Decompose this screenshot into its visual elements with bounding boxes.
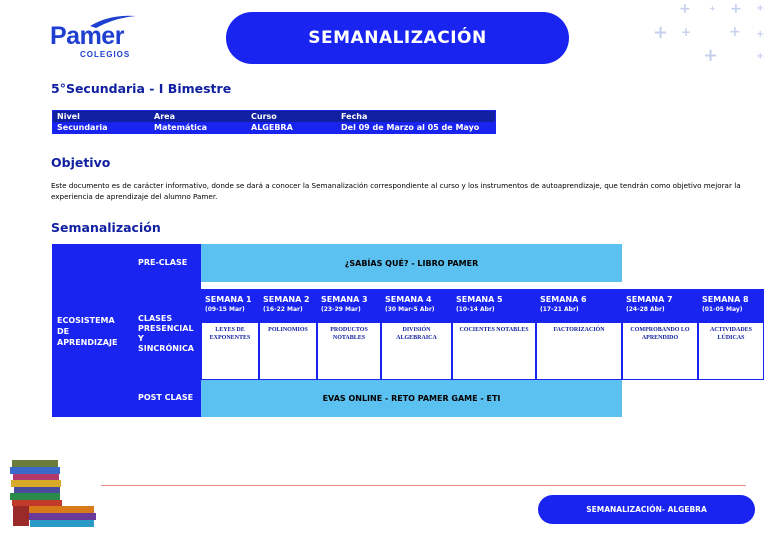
plus-icon: + [703,45,719,66]
week-title: SEMANA 8 [702,295,749,304]
week-topic-text: DIVISIÓN ALGEBRAICA [396,327,437,341]
week-topic [317,322,381,380]
week-header [381,289,452,322]
info-header-nivel: Nivel [57,112,80,121]
week-topic-text: COMPROBANDO LO APRENDIDO [630,327,690,341]
footer-badge: SEMANALIZACIÓN- ALGEBRA [538,495,755,524]
week-dates: (10-14 Abr) [456,306,495,313]
week-dates: (09-15 Mar) [205,306,245,313]
info-header-fecha: Fecha [341,112,368,121]
info-table [52,110,496,134]
week-dates: (01-05 May) [702,306,743,313]
plus-icon: + [756,29,765,40]
info-table-row [53,122,495,133]
week-topic [452,322,536,380]
info-header-area: Area [154,112,175,121]
footer-divider [101,485,746,486]
plus-icon: + [709,4,716,13]
week-dates: (17-21 Abr) [540,306,579,313]
week-title: SEMANA 5 [456,295,503,304]
postclase-content [201,380,622,417]
week-topic [381,322,452,380]
clases-label: CLASES PRESENCIAL Y SINCRÓNICA [138,314,194,353]
books-illustration-icon [8,458,98,528]
week-topic [698,322,764,380]
logo-wordmark: Pamer [50,22,124,50]
info-value-fecha: Del 09 de Marzo al 05 de Mayo [341,123,480,132]
preclase-label: PRE-CLASE [138,258,188,267]
week-dates: (16-22 Mar) [263,306,303,313]
page-title: SEMANALIZACIÓN [226,12,569,64]
week-topic-text: LEYES DE EXPONENTES [209,327,251,341]
postclase-label: POST CLASE [138,393,194,402]
week-header [536,289,622,322]
postclase-label-cell [132,380,201,417]
clases-label-cell [132,282,201,380]
info-value-nivel: Secundaria [57,123,108,132]
info-value-area: Matemática [154,123,208,132]
plus-icon: + [756,51,765,62]
week-header [698,289,764,322]
week-topic [201,322,259,380]
ecosistema-cell [52,244,132,417]
week-topic [536,322,622,380]
plus-icon: + [729,24,741,40]
week-header [317,289,381,322]
plus-icon: + [730,1,742,17]
objetivo-text: Este documento es de carácter informativo, donde se dará a conocer la Semanalización correspondiente al curso y los instrumentos de autoaprendizaje, que tendrán como objetivo mejorar la experiencia de aprendizaje del alumno Pamer. [51,181,741,201]
week-topic-text: ACTIVIDADES LÚDICAS [709,327,752,341]
week-dates: (24-28 Abr) [626,306,665,313]
info-header-curso: Curso [251,112,277,121]
week-topic-text: PRODUCTOS NOTABLES [330,327,368,341]
week-header [201,289,259,322]
preclase-content [201,244,622,282]
logo-subtitle: COLEGIOS [80,50,131,59]
ecosistema-label: ECOSISTEMA DE APRENDIZAJE [57,316,118,347]
grade-heading: 5°Secundaria - I Bimestre [51,81,232,96]
plus-icon: + [681,25,692,39]
week-header [452,289,536,322]
week-topic-text: FACTORIZACIÓN [553,327,605,333]
plus-icon: + [653,22,669,43]
week-title: SEMANA 4 [385,295,432,304]
postclase-text: EVAS ONLINE - RETO PAMER GAME - ETI [322,394,501,403]
week-title: SEMANA 6 [540,295,587,304]
objetivo-heading: Objetivo [51,155,111,170]
week-title: SEMANA 1 [205,295,252,304]
preclase-text: ¿SABÍAS QUÉ? - LIBRO PAMER [344,258,479,268]
week-title: SEMANA 2 [263,295,310,304]
info-table-header [53,111,495,122]
info-value-curso: ALGEBRA [251,123,293,132]
week-topic [622,322,698,380]
plus-icon: + [679,1,691,17]
semanalizacion-heading: Semanalización [51,220,161,235]
week-topic-text: COCIENTES NOTABLES [459,327,529,333]
week-topic-text: POLINOMIOS [268,327,308,333]
week-dates: (30 Mar-5 Abr) [385,306,435,313]
preclase-label-cell [132,244,201,282]
plus-icon: + [756,3,765,14]
week-title: SEMANA 3 [321,295,368,304]
week-title: SEMANA 7 [626,295,673,304]
pamer-logo [50,12,140,62]
week-header [259,289,317,322]
week-topic [259,322,317,380]
week-dates: (23-29 Mar) [321,306,361,313]
semanalizacion-table [52,244,764,417]
week-header [622,289,698,322]
